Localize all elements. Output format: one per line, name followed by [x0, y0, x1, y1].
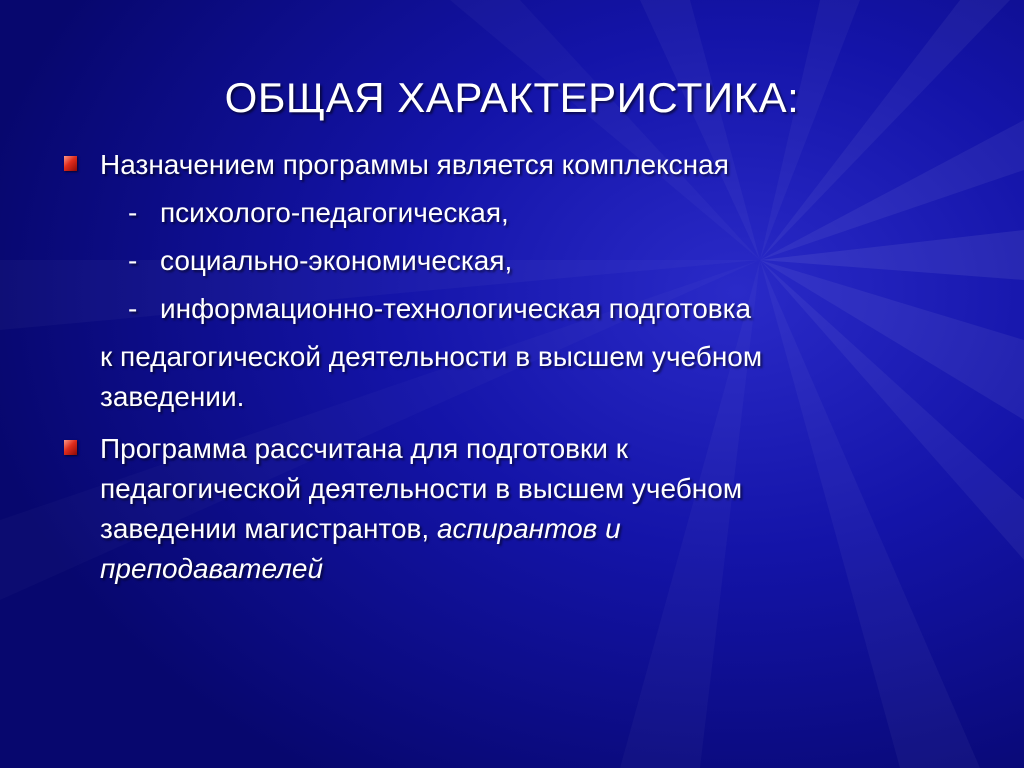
- sub-item-text: информационно-технологическая подготовка: [160, 293, 752, 324]
- bullet-text: Назначением программы является комплексная: [100, 149, 729, 180]
- bullet-continuation-line: к педагогической деятельности в высшем учебном: [100, 341, 763, 372]
- bullet-continuation-line: педагогической деятельности в высшем учебном: [100, 473, 743, 504]
- bullet-text-plain: заведении магистрантов,: [100, 513, 437, 544]
- slide-content: [64, 145, 964, 589]
- bullet-continuation-line: заведении.: [100, 381, 245, 412]
- red-square-bullet-icon: [64, 156, 77, 171]
- dash-marker: -: [128, 293, 138, 324]
- bullet-item-audience: [64, 429, 964, 469]
- sub-list-item: [64, 289, 964, 329]
- red-square-bullet-icon: [64, 440, 77, 455]
- slide-title: ОБЩАЯ ХАРАКТЕРИСТИКА:: [224, 74, 800, 121]
- bullet-continuation-line: [64, 549, 964, 589]
- bullet-continuation-line: [64, 509, 964, 549]
- bullet-item-purpose: [64, 145, 964, 185]
- sub-item-text: психолого-педагогическая,: [160, 197, 509, 228]
- sub-list-item: [64, 193, 964, 233]
- dash-marker: -: [128, 245, 138, 276]
- bullet-text-italic: аспирантов и: [436, 513, 621, 544]
- dash-marker: -: [128, 197, 138, 228]
- bullet-text: Программа рассчитана для подготовки к: [100, 433, 628, 464]
- sub-list-item: [64, 241, 964, 281]
- sub-item-text: социально-экономическая,: [160, 245, 513, 276]
- bullet-text-italic: преподавателей: [100, 553, 324, 584]
